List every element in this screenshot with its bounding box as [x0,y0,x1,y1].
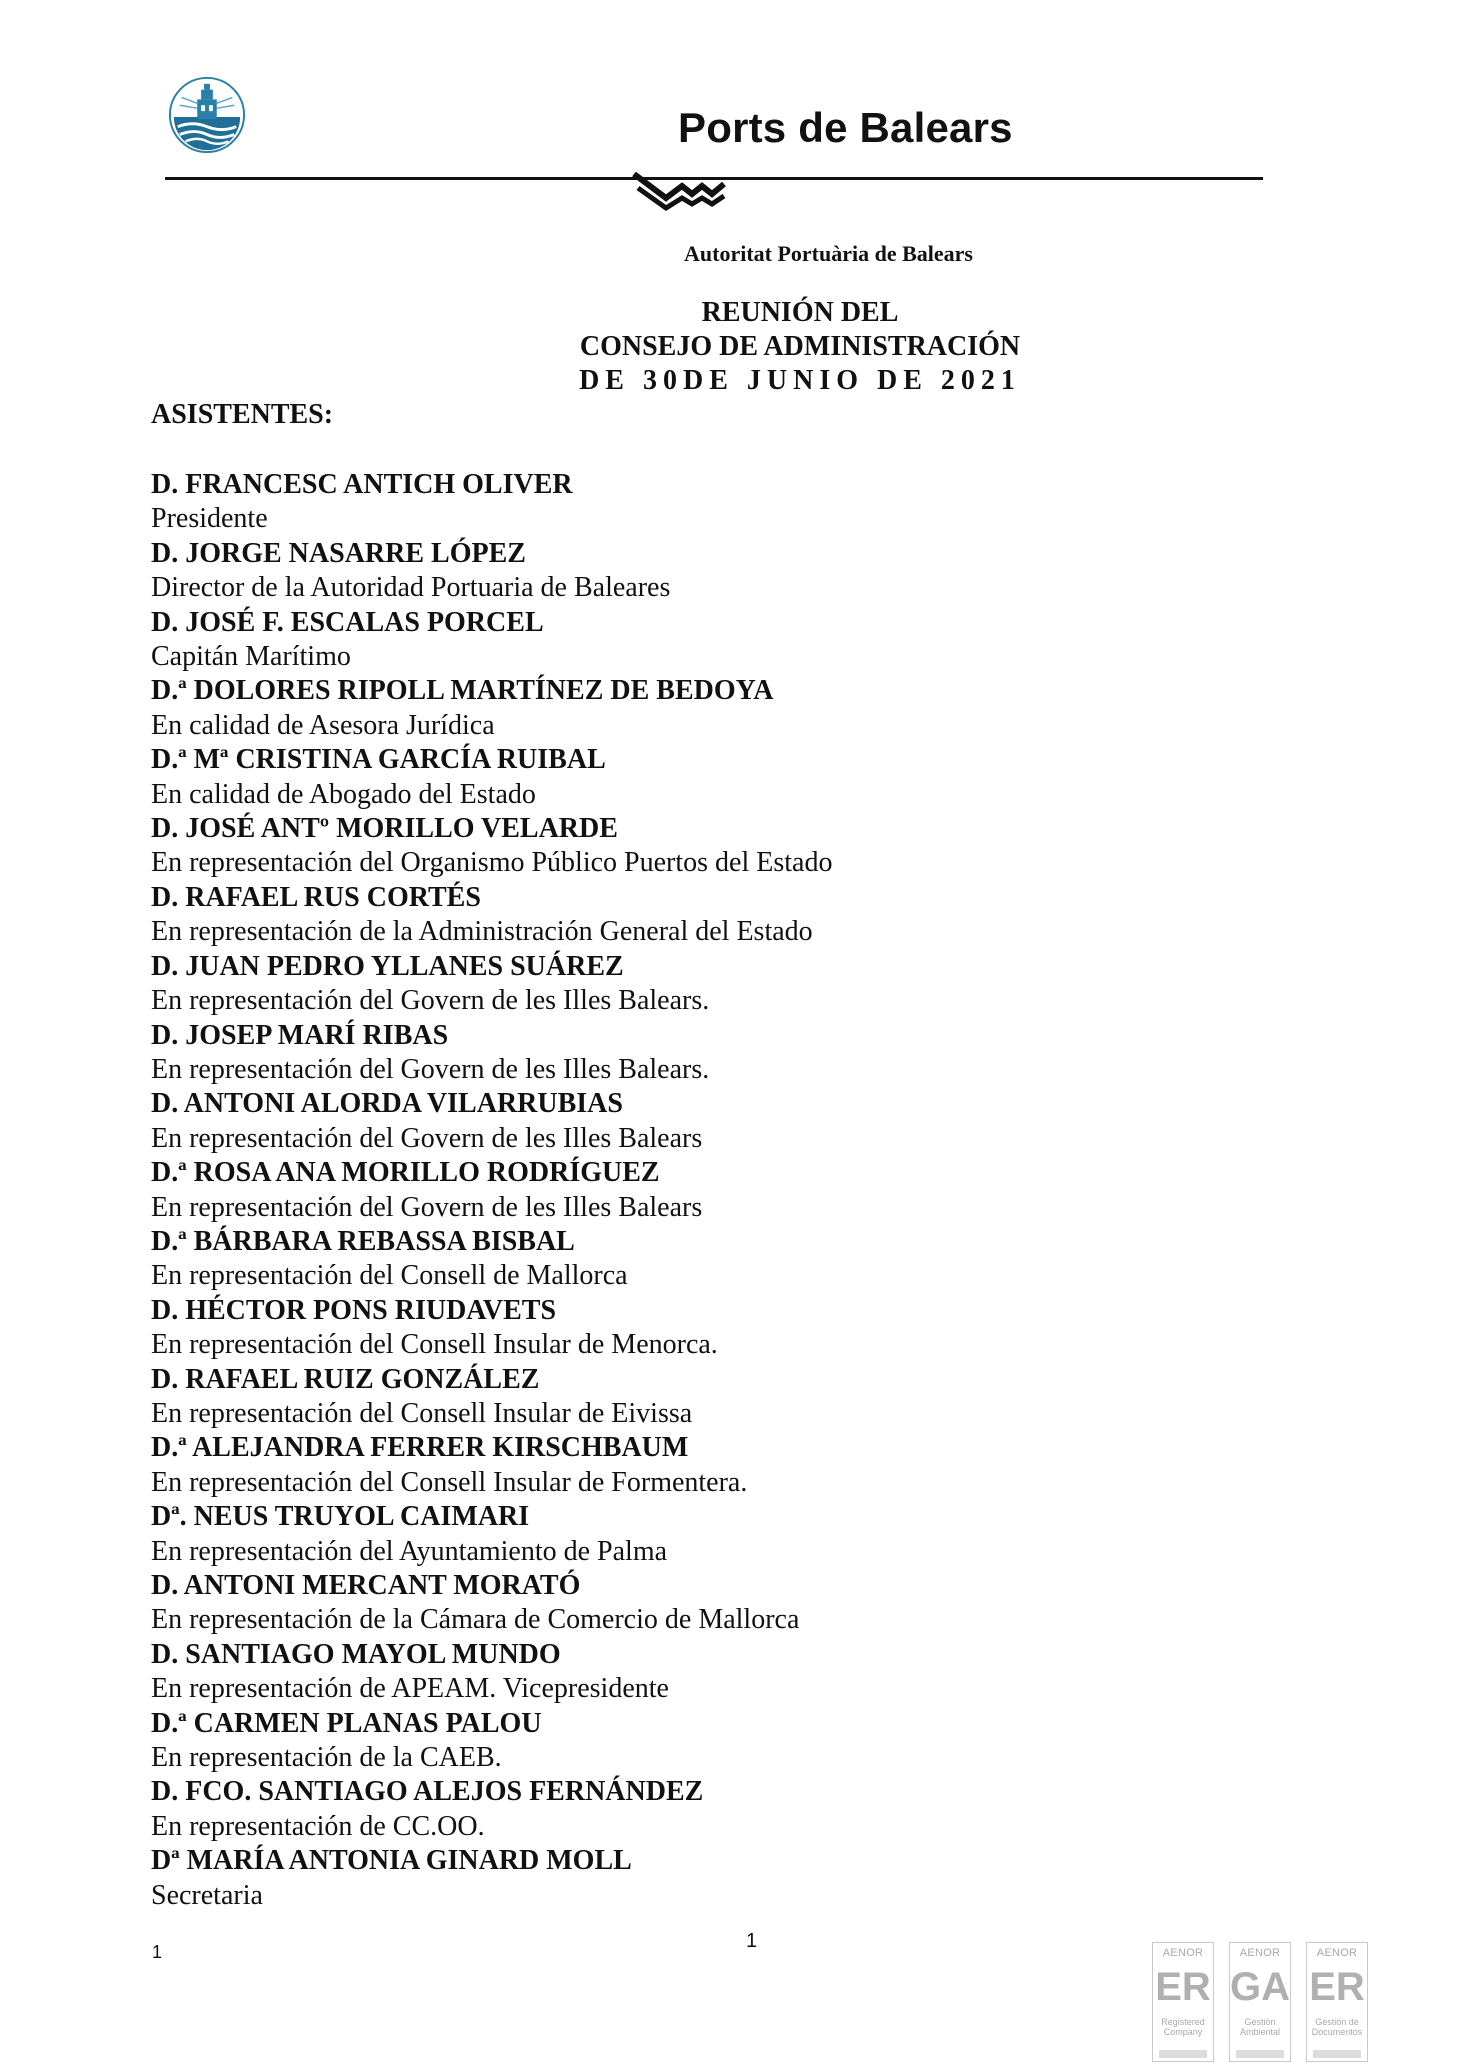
attendee-role: En representación del Consell de Mallorca [151,1260,628,1292]
attendee-name: D. HÉCTOR PONS RIUDAVETS [151,1294,557,1326]
attendee-name: Dª. NEUS TRUYOL CAIMARI [151,1501,530,1533]
attendee-role: En representación del Govern de les Illes Balears [151,1122,703,1154]
attendee-entry [151,1087,1301,1156]
page-number-left: 1 [152,1942,163,1962]
attendee-name: D. JOSEP MARÍ RIBAS [151,1019,449,1051]
brand-name: Ports de Balears [678,104,1013,151]
attendee-name: D.ª ROSA ANA MORILLO RODRÍGUEZ [151,1157,660,1189]
attendee-role: Secretaria [151,1879,263,1911]
attendee-name: D. ANTONI ALORDA VILARRUBIAS [151,1088,623,1120]
brand-wave-mark-icon [632,172,742,224]
attendee-role: En representación del Consell Insular de Formentera. [151,1466,748,1498]
attendee-entry [151,1431,1301,1500]
date-day-month: 30DE JUNIO [642,365,864,396]
attendee-name: D.ª DOLORES RIPOLL MARTÍNEZ DE BEDOYA [151,675,774,707]
attendee-name: D. FCO. SANTIAGO ALEJOS FERNÁNDEZ [151,1776,704,1808]
cert-mark: GA [1230,1965,1290,2009]
date-year: DE 2021 [864,365,1021,396]
attendee-entry [151,1294,1301,1363]
cert-issuer: AENOR [1162,1947,1204,1959]
attendee-entry [151,1569,1301,1638]
certification-badges [1152,1942,1374,2064]
attendee-name: D. JOSÉ F. ESCALAS PORCEL [151,606,544,638]
attendee-name: D.ª Mª CRISTINA GARCÍA RUIBAL [151,744,606,776]
attendee-list [151,468,1301,1913]
attendee-role: En calidad de Abogado del Estado [151,778,536,810]
attendee-entry [151,674,1301,743]
attendee-name: D. JUAN PEDRO YLLANES SUÁREZ [151,950,624,982]
attendee-entry [151,1019,1301,1088]
attendee-role: En calidad de Asesora Jurídica [151,709,495,741]
attendee-role: Capitán Marítimo [151,641,351,673]
attendee-role: En representación del Govern de les Illes Balears. [151,985,710,1017]
attendee-role: En representación del Ayuntamiento de Palma [151,1535,668,1567]
attendee-name: D.ª ALEJANDRA FERRER KIRSCHBAUM [151,1432,689,1464]
attendee-name: D. FRANCESC ANTICH OLIVER [151,469,573,500]
aenor-er-icon [1152,1942,1214,2062]
attendee-entry [151,1225,1301,1294]
cert-caption: Gestión Ambiental [1239,2017,1281,2037]
attendee-role: En representación del Consell Insular de Menorca. [151,1329,718,1361]
cert-caption: Registered Company [1161,2017,1205,2037]
lighthouse-emblem-icon [168,76,246,154]
attendee-name: D.ª BÁRBARA REBASSA BISBAL [151,1225,575,1257]
attendee-role: En representación del Govern de les Illes Balears. [151,1053,710,1085]
cert-issuer: AENOR [1316,1947,1358,1959]
attendee-entry [151,537,1301,606]
attendee-role: En representación del Govern de les Illes Balears [151,1191,703,1223]
attendees-label: ASISTENTES: [151,399,334,430]
attendee-name: D. JOSÉ ANTº MORILLO VELARDE [151,813,618,845]
attendee-name: D.ª CARMEN PLANAS PALOU [151,1707,542,1739]
meeting-date-line [0,365,1463,397]
attendee-role: En representación del Consell Insular de Eivissa [151,1397,693,1429]
attendee-role: En representación de APEAM. Vicepresidente [151,1673,669,1705]
attendee-entry [151,606,1301,675]
cert-iso-strip [1159,2050,1207,2058]
attendee-name: D. ANTONI MERCANT MORATÓ [151,1570,581,1601]
attendee-role: En representación de la Cámara de Comercio de Mallorca [151,1604,800,1636]
attendee-entry [151,1500,1301,1569]
cert-caption: Gestión de Documentos [1311,2017,1363,2037]
cert-issuer: AENOR [1239,1947,1281,1959]
page-number-center: 1 [746,1930,758,1952]
attendee-entry [151,1638,1301,1707]
cert-mark: ER [1155,1965,1211,2009]
attendee-entry [151,1707,1301,1776]
cert-iso-strip [1313,2050,1361,2058]
attendee-entry [151,881,1301,950]
meeting-title-line-2: CONSEJO DE ADMINISTRACIÓN [579,331,1021,362]
aenor-er-icon [1306,1942,1368,2062]
attendee-name: D. JORGE NASARRE LÓPEZ [151,537,526,569]
attendee-entry [151,950,1301,1019]
attendee-role: Director de la Autoridad Portuaria de Baleares [151,572,671,604]
attendee-name: D. RAFAEL RUIZ GONZÁLEZ [151,1363,540,1395]
cert-mark: ER [1309,1965,1365,2009]
attendee-entry [151,1775,1301,1844]
attendee-role: En representación de CC.OO. [151,1810,485,1842]
attendee-name: D. SANTIAGO MAYOL MUNDO [151,1638,561,1670]
date-prefix: DE [579,365,643,396]
attendee-entry [151,743,1301,812]
attendee-role: Presidente [151,503,268,535]
attendee-name: D. RAFAEL RUS CORTÉS [151,881,481,913]
attendee-role: En representación de la Administración General del Estado [151,916,813,948]
attendee-role: En representación del Organismo Público Puertos del Estado [151,847,833,879]
attendee-entry [151,468,1301,537]
aenor-ga-icon [1229,1942,1291,2062]
attendee-role: En representación de la CAEB. [151,1742,502,1774]
attendee-entry [151,1156,1301,1225]
attendee-entry [151,1844,1301,1913]
attendee-entry [151,812,1301,881]
meeting-title-line-1: REUNIÓN DEL [701,297,899,328]
authority-subtitle: Autoritat Portuària de Balears [684,241,973,266]
attendee-name: Dª MARÍA ANTONIA GINARD MOLL [151,1845,632,1877]
cert-iso-strip [1236,2050,1284,2058]
attendee-entry [151,1363,1301,1432]
